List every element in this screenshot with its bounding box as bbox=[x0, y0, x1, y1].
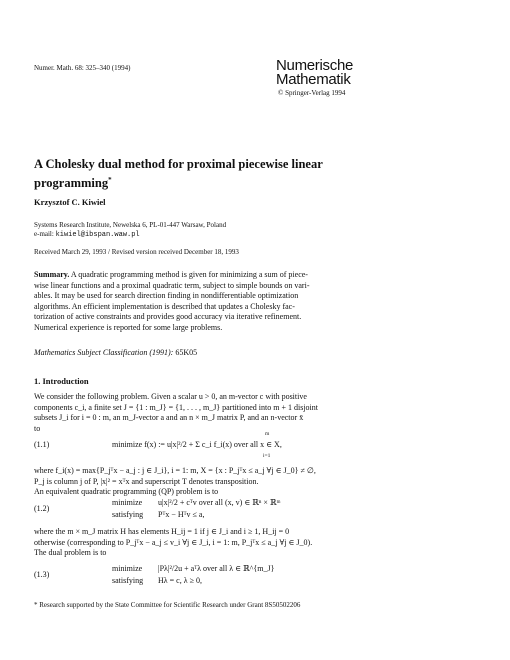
para1-line: subsets J_i for i = 0 : m, an m_J-vector a and an n × m_J matrix P, and an n-vector x̄ bbox=[34, 413, 304, 423]
para2-line: An equivalent quadratic programming (QP) problem is to bbox=[34, 487, 219, 497]
citation: Numer. Math. 68: 325–340 (1994) bbox=[34, 64, 131, 72]
journal-line1: Numerische bbox=[276, 57, 354, 74]
journal-name bbox=[276, 59, 353, 87]
paper-title bbox=[34, 156, 323, 191]
para1-line: components c_i, a finite set J = {1 : m_J} = {1, . . . , m_J} partitioned into m + 1 disjoint bbox=[34, 402, 318, 412]
msc-code: 65K05 bbox=[175, 348, 198, 357]
summary-label: Summary. bbox=[34, 270, 70, 279]
title-line1: A Cholesky dual method for proximal piecewise linear bbox=[34, 157, 323, 171]
author: Krzysztof C. Kiwiel bbox=[34, 197, 106, 207]
journal-line2: Mathematik bbox=[276, 71, 351, 88]
eq-1-1-sum-bottom: i=1 bbox=[263, 453, 271, 459]
eq-1-1-body: minimize f(x) := u|x|²/2 + Σ c_i f_i(x) over all x ∈ X, bbox=[112, 440, 282, 449]
summary bbox=[34, 270, 479, 334]
eq-1-2-word-1: minimize bbox=[112, 498, 143, 507]
affiliation-address: Systems Research Institute, Newelska 6, PL-01-447 Warsaw, Poland bbox=[34, 221, 227, 229]
email-address[interactable]: kiwiel@ibspan.waw.pl bbox=[55, 231, 140, 239]
para2-line: P_j is column j of P, |x|² = xᵀx and superscript T denotes transposition. bbox=[34, 476, 259, 486]
eq-1-3-word-1: minimize bbox=[112, 564, 143, 573]
para3-line: where the m × m_J matrix H has elements H_ij = 1 if j ∈ J_i and i ≥ 1, H_ij = 0 bbox=[34, 527, 290, 536]
footnote: * Research supported by the State Committee for Scientific Research under Grant 8S50502206 bbox=[34, 601, 301, 609]
eq-1-3-label: (1.3) bbox=[34, 570, 50, 579]
title-line2: programming bbox=[34, 176, 109, 191]
eq-1-2-label: (1.2) bbox=[34, 504, 50, 513]
eq-1-3-expr-1: |Pλ|²/2u + aᵀλ over all λ ∈ ℝ^{m_J} bbox=[158, 564, 275, 573]
summary-line: algorithms. An efficient implementation is described that updates a Cholesky fac- bbox=[34, 301, 295, 311]
para1-line: We consider the following problem. Given a scalar u > 0, an m-vector c with positive bbox=[34, 392, 307, 401]
title-footnote-mark: * bbox=[108, 176, 112, 184]
email-label: e-mail: bbox=[34, 230, 54, 238]
received-line: Received March 29, 1993 / Revised version received December 18, 1993 bbox=[34, 248, 239, 256]
para3-line: The dual problem is to bbox=[34, 548, 107, 558]
paragraph-1 bbox=[34, 392, 479, 434]
eq-1-2-expr-2: Pᵀx − Hᵀv ≤ a, bbox=[158, 510, 205, 519]
summary-line: Numerical experience is reported for some large problems. bbox=[34, 322, 223, 332]
summary-line: A quadratic programming method is given for minimizing a sum of piece- bbox=[70, 270, 308, 279]
para3-line: otherwise (corresponding to P_jᵀx − a_j ≤ v_i ∀j ∈ J_i, i = 1: m, P_jᵀx ≤ a_j ∀j ∈ J_0). bbox=[34, 537, 313, 547]
para2-line: where f_i(x) = max{P_jᵀx − a_j : j ∈ J_i}, i = 1: m, X = {x : P_jᵀx ≤ a_j ∀j ∈ J_0} ≠ ∅, bbox=[34, 466, 316, 475]
publisher: © Springer-Verlag 1994 bbox=[278, 89, 346, 97]
msc-line bbox=[34, 348, 197, 359]
eq-1-1-label: (1.1) bbox=[34, 440, 50, 449]
eq-1-3-word-2: satisfying bbox=[112, 576, 144, 585]
paragraph-3 bbox=[34, 527, 479, 559]
para1-line: to bbox=[34, 423, 41, 433]
affiliation bbox=[34, 221, 226, 240]
eq-1-2-expr-1: u|x|²/2 + cᵀv over all (x, v) ∈ ℝⁿ × ℝᵐ bbox=[158, 498, 281, 507]
summary-line: torization of active constraints and provides good accuracy via iterative refinement. bbox=[34, 312, 302, 322]
msc-label: Mathematics Subject Classification (1991): bbox=[34, 348, 174, 357]
section-heading: 1. Introduction bbox=[34, 376, 89, 386]
summary-line: wise linear functions and a proximal quadratic term, subject to simple bounds on vari- bbox=[34, 280, 310, 290]
summary-line: ables. It may be used for search direction finding in nondifferentiable optimization bbox=[34, 291, 299, 301]
eq-1-2-word-2: satisfying bbox=[112, 510, 144, 519]
eq-1-3-expr-2: Hλ = c, λ ≥ 0, bbox=[158, 576, 202, 585]
paragraph-2 bbox=[34, 466, 479, 498]
eq-1-1-sum-top: m bbox=[265, 431, 270, 437]
